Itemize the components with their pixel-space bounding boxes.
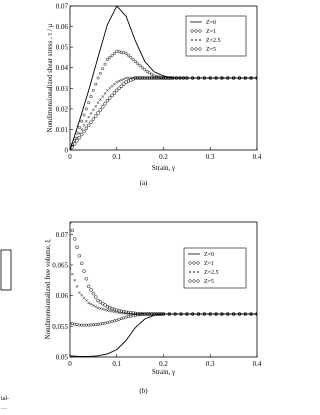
series-point-Z=1 (116, 50, 118, 52)
series-point-Z=1 (85, 324, 87, 326)
x-axis-label: Strain, γ (151, 368, 176, 376)
series-point-Z=1 (104, 322, 106, 324)
series-point-Z=2.5 (88, 302, 90, 304)
margin-box (1, 250, 11, 290)
series-point-Z=1 (106, 321, 108, 323)
series-point-Z=2.5 (95, 105, 97, 107)
series-point-Z=2.5 (80, 128, 82, 130)
series-point-Z=1 (111, 320, 113, 322)
series-point-Z=2.5 (102, 95, 104, 97)
series-point-Z=1 (88, 324, 90, 326)
series-point-Z=1 (109, 321, 111, 323)
plot-frame (70, 222, 257, 357)
series-point-Z=2.5 (106, 309, 108, 311)
series-point-Z=5 (94, 115, 97, 118)
series-point-Z=1 (139, 64, 141, 66)
series-point-Z=1 (141, 67, 143, 69)
y-axis-label: Nondimensionalized shear stress , τ / μ (46, 23, 54, 133)
series-point-Z=5 (104, 102, 107, 105)
series-point-Z=5 (83, 130, 86, 133)
series-point-Z=5 (111, 94, 114, 97)
series-point-Z=1 (120, 317, 122, 319)
x-tick-label: 0.1 (112, 360, 122, 368)
series-point-Z=1 (92, 89, 94, 91)
series-point-Z=5 (92, 292, 95, 295)
series-point-Z=5 (85, 277, 88, 280)
series-point-Z=2.5 (102, 308, 104, 310)
series-point-Z=1 (102, 322, 104, 324)
y-tick-label: 0.03 (55, 84, 68, 93)
series-point-Z=1 (95, 323, 97, 325)
y-tick-label: 0.05 (55, 43, 68, 52)
series-point-Z=5 (90, 288, 93, 291)
series-point-Z=5 (83, 270, 86, 273)
series-point-Z=1 (125, 316, 127, 318)
panel-label: (a) (139, 179, 148, 187)
series-point-Z=1 (97, 323, 99, 325)
x-tick-label: 0.4 (252, 153, 262, 161)
series-point-Z=2.5 (92, 304, 94, 306)
series-point-Z=2.5 (85, 120, 87, 122)
series-point-Z=5 (87, 124, 90, 127)
series-point-Z=2.5 (83, 124, 85, 126)
series-point-Z=1 (137, 62, 139, 64)
series-point-Z=2.5 (120, 79, 122, 81)
legend-label-Z=1: Z=1 (206, 29, 217, 35)
series-point-Z=5 (78, 136, 81, 139)
series-point-Z=1 (120, 51, 122, 53)
series-point-Z=5 (78, 254, 81, 257)
series-point-Z=5 (113, 91, 116, 94)
margin-fragment-2: … (1, 405, 7, 411)
legend-label-Z=0: Z=0 (206, 20, 217, 26)
series-point-Z=5 (101, 105, 104, 108)
series-point-Z=1 (134, 60, 136, 62)
series-point-Z=2.5 (109, 310, 111, 312)
y-tick-label: 0.065 (52, 261, 68, 270)
series-point-Z=2.5 (90, 112, 92, 114)
series-point-Z=1 (78, 324, 80, 326)
series-point-Z=2.5 (104, 309, 106, 311)
series-point-Z=2.5 (78, 291, 80, 293)
series-point-Z=1 (102, 68, 104, 70)
series-point-Z=1 (113, 52, 115, 54)
legend-label-Z=5: Z=5 (204, 279, 215, 285)
legend-label-Z=2.5: Z=2.5 (204, 270, 219, 276)
series-line-Z=0 (70, 314, 257, 356)
series-point-Z=1 (80, 324, 82, 326)
series-point-Z=2.5 (113, 83, 115, 85)
series-point-Z=2.5 (99, 307, 101, 309)
series-point-Z=2.5 (88, 116, 90, 118)
x-tick-label: 0.2 (159, 153, 168, 161)
series-point-Z=5 (71, 229, 74, 232)
series-point-Z=5 (90, 121, 93, 124)
series-point-Z=1 (116, 319, 118, 321)
y-tick-label: 0 (64, 146, 68, 155)
series-point-Z=1 (106, 58, 108, 60)
series-point-Z=1 (90, 95, 92, 97)
series-point-Z=2.5 (85, 299, 87, 301)
series-point-Z=2.5 (76, 285, 78, 287)
series-point-Z=2.5 (83, 297, 85, 299)
series-point-Z=1 (109, 56, 111, 58)
series-point-Z=5 (92, 118, 95, 121)
series-point-Z=5 (108, 97, 111, 100)
series-point-Z=1 (151, 73, 153, 75)
series-point-Z=2.5 (97, 307, 99, 309)
y-tick-label: 0.02 (55, 105, 68, 114)
series-point-Z=5 (87, 285, 90, 288)
chart-a (46, 3, 262, 188)
x-tick-label: 0.3 (205, 153, 215, 161)
series-group (69, 221, 259, 357)
series-point-Z=1 (127, 54, 129, 56)
x-tick-label: 0.2 (159, 360, 168, 368)
series-point-Z=1 (111, 54, 113, 56)
y-tick-label: 0.07 (55, 2, 68, 11)
x-tick-label: 0.4 (252, 360, 262, 368)
series-point-Z=1 (123, 317, 125, 319)
panel-label: (b) (139, 387, 148, 395)
series-point-Z=1 (118, 318, 120, 320)
legend (186, 16, 246, 56)
series-point-Z=2.5 (123, 78, 125, 80)
series-point-Z=1 (71, 323, 73, 325)
x-tick-label: 0 (68, 360, 72, 368)
series-point-Z=2.5 (125, 77, 127, 79)
series-point-Z=2.5 (116, 81, 118, 83)
series-point-Z=1 (130, 56, 132, 58)
x-axis-label: Strain, γ (151, 164, 176, 172)
series-point-Z=1 (76, 132, 78, 134)
series-point-Z=1 (113, 320, 115, 322)
series-point-Z=1 (97, 77, 99, 79)
series-point-Z=1 (83, 114, 85, 116)
y-tick-label: 0.055 (52, 322, 68, 331)
series-point-Z=1 (78, 126, 80, 128)
series-point-Z=5 (85, 127, 88, 130)
series-point-Z=5 (106, 99, 109, 102)
x-tick-label: 0.3 (205, 360, 215, 368)
series-point-Z=1 (118, 51, 120, 53)
series-point-Z=1 (144, 69, 146, 71)
series-point-Z=2.5 (118, 80, 120, 82)
series-point-Z=1 (83, 324, 85, 326)
series-point-Z=2.5 (111, 310, 113, 312)
series-point-Z=1 (125, 52, 127, 54)
series-point-Z=2.5 (73, 279, 75, 281)
series-point-Z=1 (99, 72, 101, 74)
series-point-Z=2.5 (92, 109, 94, 111)
series-point-Z=1 (73, 323, 75, 325)
x-tick-label: 0 (68, 153, 72, 161)
series-point-Z=2.5 (104, 92, 106, 94)
series-point-Z=1 (148, 72, 150, 74)
series-point-Z=1 (90, 324, 92, 326)
y-tick-label: 0.05 (55, 353, 68, 362)
series-point-Z=1 (88, 101, 90, 103)
y-tick-label: 0.01 (55, 125, 68, 134)
series-point-Z=5 (97, 111, 100, 114)
series-point-Z=5 (99, 108, 102, 111)
series-point-Z=1 (80, 120, 82, 122)
series-point-Z=1 (127, 315, 129, 317)
series-point-Z=2.5 (106, 89, 108, 91)
series-point-Z=5 (73, 237, 76, 240)
series-point-Z=2.5 (109, 87, 111, 89)
legend-label-Z=2.5: Z=2.5 (206, 38, 221, 44)
x-tick-label: 0.1 (112, 153, 122, 161)
series-point-Z=1 (95, 83, 97, 85)
legend-label-Z=0: Z=0 (204, 252, 215, 258)
series-point-Z=5 (76, 246, 79, 249)
legend-label-Z=1: Z=1 (204, 261, 215, 267)
series-point-Z=1 (85, 108, 87, 110)
series-point-Z=2.5 (127, 77, 129, 79)
legend-label-Z=5: Z=5 (206, 47, 217, 53)
series-point-Z=2.5 (99, 98, 101, 100)
series-point-Z=5 (80, 262, 83, 265)
series-point-Z=1 (92, 324, 94, 326)
series-point-Z=5 (94, 296, 97, 299)
series-point-Z=2.5 (95, 305, 97, 307)
y-tick-label: 0.04 (55, 64, 68, 73)
series-point-Z=1 (132, 58, 134, 60)
series-point-Z=2.5 (97, 101, 99, 103)
y-tick-label: 0.06 (55, 23, 68, 32)
chart-b (44, 221, 262, 396)
series-point-Z=1 (99, 323, 101, 325)
y-tick-label: 0.07 (55, 230, 68, 239)
series-point-Z=1 (123, 52, 125, 54)
series-point-Z=1 (76, 323, 78, 325)
margin-fragment-1: tal- (1, 396, 9, 402)
series-point-Z=1 (146, 70, 148, 72)
y-axis-label: Nondimensionalized free volume, ξ (44, 239, 52, 340)
series-point-Z=2.5 (90, 303, 92, 305)
series-point-Z=1 (104, 63, 106, 65)
series-point-Z=2.5 (111, 85, 113, 87)
y-tick-label: 0.06 (55, 292, 68, 301)
legend (184, 248, 246, 288)
series-point-Z=2.5 (80, 294, 82, 296)
series-point-Z=1 (130, 315, 132, 317)
series-point-Z=2.5 (71, 273, 73, 275)
